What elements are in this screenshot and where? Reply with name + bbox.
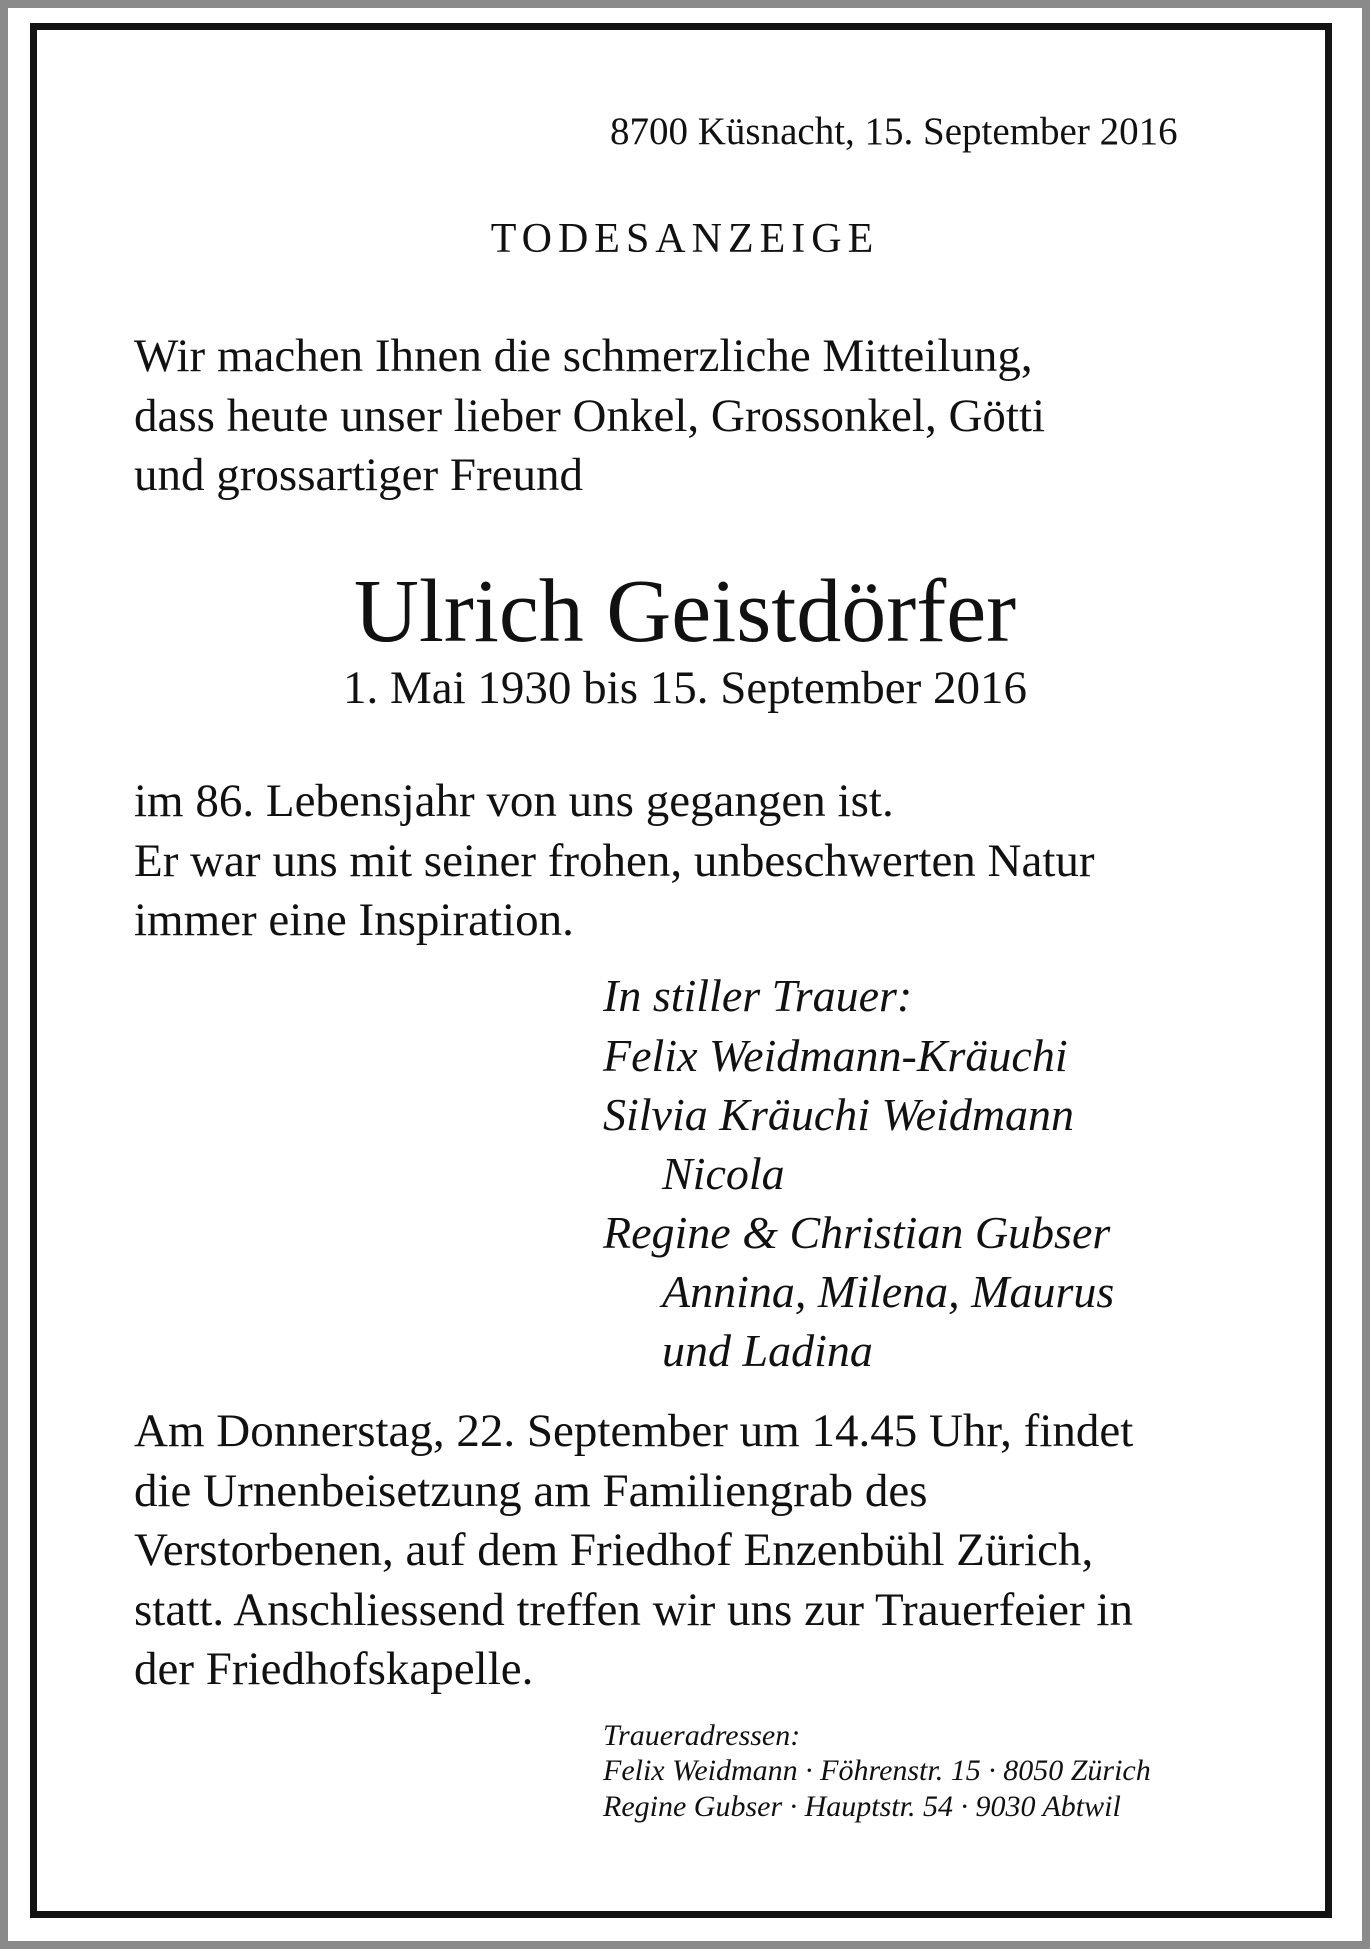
dateline: 8700 Küsnacht, 15. September 2016 (610, 110, 1178, 153)
addresses-heading: Traueradressen: (603, 1719, 801, 1752)
ceremony-line-3: Verstorbenen, auf dem Friedhof Enzenbühl Zürich, (134, 1524, 1094, 1576)
notice-heading: TODESANZEIGE (490, 216, 880, 262)
address-line: Regine Gubser · Hauptstr. 54 · 9030 Abtwil (603, 1790, 1121, 1823)
mourners-heading: In stiller Trauer: (603, 970, 913, 1021)
mourner-line: Silvia Kräuchi Weidmann (603, 1089, 1075, 1140)
mourner-line: Felix Weidmann-Kräuchi (603, 1030, 1068, 1081)
intro-line-2: dass heute unser lieber Onkel, Grossonkel, Götti (134, 390, 1046, 442)
address-line: Felix Weidmann · Föhrenstr. 15 · 8050 Zürich (603, 1754, 1151, 1787)
deceased-name: Ulrich Geistdörfer (353, 562, 1017, 661)
mourner-line: Annina, Milena, Maurus (662, 1266, 1115, 1317)
lifespan-dates: 1. Mai 1930 bis 15. September 2016 (342, 662, 1028, 714)
mourner-line: Regine & Christian Gubser (603, 1207, 1111, 1258)
ceremony-line-2: die Urnenbeisetzung am Familiengrab des (134, 1465, 928, 1517)
intro-line-3: und grossartiger Freund (134, 449, 584, 501)
intro-line-1: Wir machen Ihnen die schmerzliche Mitteilung, (134, 330, 1033, 382)
mourner-line: und Ladina (662, 1325, 873, 1376)
tribute-line-2: Er war uns mit seiner frohen, unbeschwerten Natur (134, 835, 1095, 887)
tribute-line-1: im 86. Lebensjahr von uns gegangen ist. (134, 775, 894, 827)
ceremony-line-5: der Friedhofskapelle. (134, 1643, 534, 1695)
tribute-line-3: immer eine Inspiration. (134, 894, 574, 946)
mourner-line: Nicola (662, 1148, 785, 1199)
ceremony-line-1: Am Donnerstag, 22. September um 14.45 Uhr, findet (134, 1405, 1134, 1457)
ceremony-line-4: statt. Anschliessend treffen wir uns zur Trauerfeier in (134, 1584, 1133, 1636)
